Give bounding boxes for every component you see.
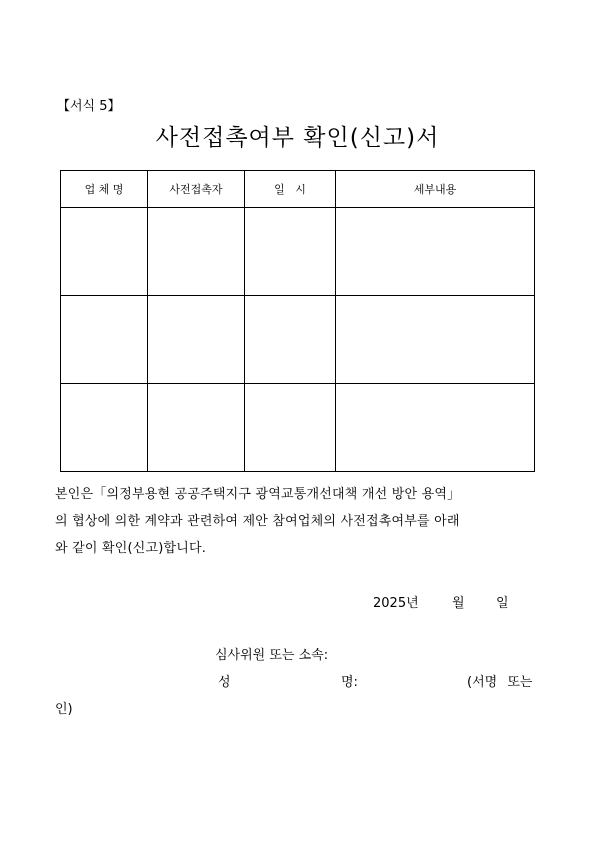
declaration-line: 본인은「의정부용현 공공주택지구 광역교통개선대책 개선 방안 용역」 [55,487,461,502]
table-cell [245,208,336,296]
header-datetime: 일 시 [245,171,336,208]
table-cell [61,208,148,296]
table-header-row [61,171,535,208]
name-label-second: 명: [341,675,358,690]
declaration-line: 와 같이 확인(신고)합니다. [55,541,207,556]
header-details: 세부내용 [336,171,535,208]
table-cell [61,384,148,472]
table-cell [245,384,336,472]
table-cell [245,296,336,384]
table-row [61,208,535,296]
table-cell [148,296,245,384]
header-company: 업 체 명 [61,171,148,208]
table-cell [148,208,245,296]
table-cell [148,384,245,472]
contact-table [60,170,535,472]
table-row [61,296,535,384]
table-cell [336,296,535,384]
sign-note-continued: 인) [55,702,73,717]
name-label-first: 성 [218,675,231,690]
table-cell [336,384,535,472]
table-cell [336,208,535,296]
date-year: 2025년 [373,596,419,611]
date-day: 일 [496,596,509,611]
table-row [61,384,535,472]
page-title: 사전접촉여부 확인(신고)서 [155,125,440,151]
date-month: 월 [452,596,465,611]
declaration-paragraph [55,481,540,562]
header-contact-person: 사전접촉자 [148,171,245,208]
sign-note: (서명 또는 [467,675,533,690]
form-number: 【서식 5】 [57,99,121,114]
reviewer-label: 심사위원 또는 소속: [215,648,329,663]
table-cell [61,296,148,384]
declaration-line: 의 협상에 의한 계약과 관련하여 제안 참여업체의 사전접촉여부를 아래 [55,514,460,529]
